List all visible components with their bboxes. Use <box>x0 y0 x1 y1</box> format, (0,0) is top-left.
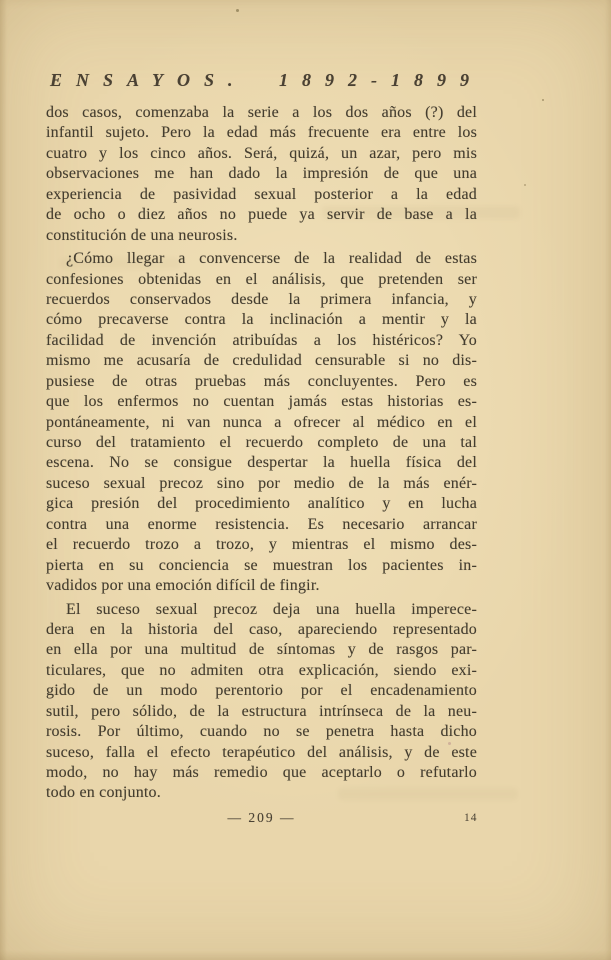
page-number: — 209 — <box>227 810 296 825</box>
text-line: que los enfermos no cuentan jamás estas historias es- <box>46 393 477 411</box>
paper-speck <box>542 99 544 101</box>
paper-speck <box>524 184 526 186</box>
text-line: experiencia de pasividad sexual posterior a la edad <box>46 185 477 203</box>
text-line: contra una enorme resistencia. Es necesario arrancar <box>46 515 477 533</box>
text-line: suceso sexual precoz sino por medio de la más enér- <box>46 474 477 492</box>
text-line: pierta en su conciencia se muestran los pacientes in- <box>46 556 477 574</box>
paper-speck <box>236 9 239 12</box>
text-line: todo en conjunto. <box>46 784 161 802</box>
text-line: observaciones me han dado la impresión de que una <box>46 165 477 183</box>
text-line: facilidad de invención atribuídas a los histéricos? Yo <box>46 331 477 349</box>
paragraph <box>46 600 477 804</box>
running-head: ENSAYOS. 1892-1899 <box>50 70 484 90</box>
text-line: confesiones obtenidas en el análisis, que pretenden ser <box>46 270 477 288</box>
text-line: rosis. Por último, cuando no se penetra hasta dicho <box>46 723 477 741</box>
paragraph <box>46 249 477 596</box>
text-line: dera en la historia del caso, apareciendo representado <box>46 620 477 638</box>
text-line: constitución de una neurosis. <box>46 226 238 244</box>
text-line: pontáneamente, ni van nunca a ofrecer al médico en el <box>46 413 477 431</box>
text-line: escena. No se consigue despertar la huella física del <box>46 454 477 472</box>
text-line: en ella por una multitud de síntomas y de rasgos par- <box>46 641 477 659</box>
paragraph <box>46 103 477 246</box>
body-text <box>46 103 477 804</box>
text-line: suceso, falla el efecto terapéutico del análisis, y de este <box>46 743 477 761</box>
text-line: de ocho o diez años no puede ya servir de base a la <box>46 206 477 224</box>
text-line: modo, no hay más remedio que aceptarlo o refutarlo <box>46 764 477 781</box>
text-line: cómo precaverse contra la inclinación a mentir y la <box>46 311 477 329</box>
text-line: mismo me acusaría de credulidad censurable si no dis- <box>46 352 477 370</box>
text-line: ticulares, que no admiten otra explicación, siendo exi- <box>46 661 477 679</box>
text-line: ¿Cómo llegar a convencerse de la realidad de estas <box>66 250 477 268</box>
signature-mark: 14 <box>464 812 478 824</box>
text-line: gido de un modo perentorio por el encadenamiento <box>46 682 477 700</box>
text-line: pusiese de otras pruebas más concluyentes. Pero es <box>46 372 477 390</box>
text-line: El suceso sexual precoz deja una huella imperece- <box>66 600 477 618</box>
text-line: cuatro y los cinco años. Será, quizá, un azar, pero mis <box>46 144 477 162</box>
text-line: sutil, pero sólido, de la estructura intrínseca de la neu- <box>46 702 477 720</box>
text-line: el recuerdo trozo a trozo, y mientras el mismo des- <box>46 536 477 554</box>
text-line: curso del tratamiento el recuerdo completo de una tal <box>46 434 477 451</box>
text-line: vadidos por una emoción difícil de fingir. <box>46 577 320 595</box>
text-line: gica presión del procedimiento analítico y en lucha <box>46 495 477 513</box>
text-line: dos casos, comenzaba la serie a los dos años (?) del <box>46 104 477 121</box>
text-line: infantil sujeto. Pero la edad más frecuente era entre los <box>46 124 477 142</box>
text-line: recuerdos conservados desde la primera infancia, y <box>46 290 477 308</box>
